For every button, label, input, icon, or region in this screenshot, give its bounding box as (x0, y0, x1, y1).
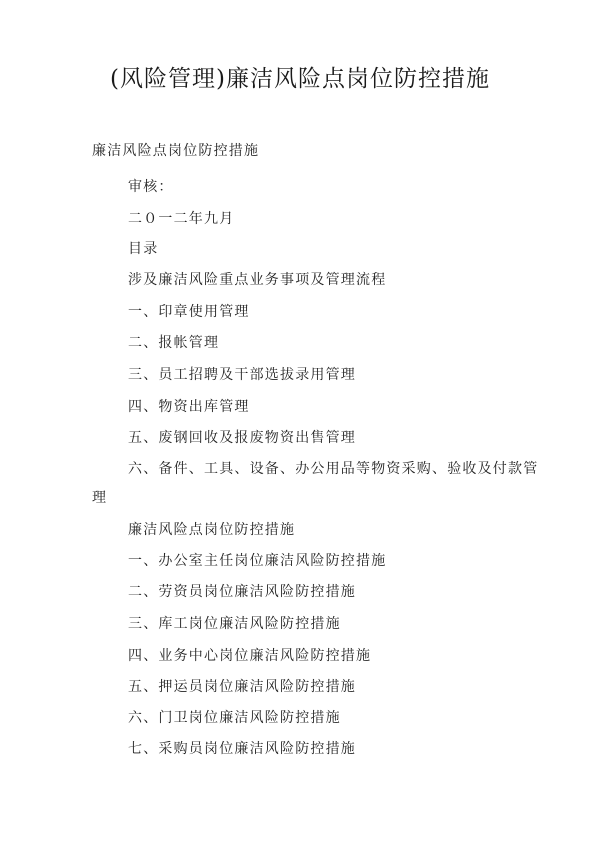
document-date: 二０一二年九月 (128, 211, 235, 227)
toc-item: 二、报帐管理 (128, 335, 220, 351)
review-label: 审核： (128, 179, 174, 195)
toc-item: 四、业务中心岗位廉洁风险防控措施 (128, 648, 372, 664)
toc-heading: 目录 (128, 241, 159, 257)
document-title: (风险管理)廉洁风险点岗位防控措施 (110, 66, 490, 92)
toc-item: 五、押运员岗位廉洁风险防控措施 (128, 679, 356, 695)
toc-item: 五、废钢回收及报废物资出售管理 (128, 430, 356, 446)
toc-item: 四、物资出库管理 (128, 399, 250, 415)
toc-item: 二、劳资员岗位廉洁风险防控措施 (128, 584, 356, 600)
toc-item: 三、库工岗位廉洁风险防控措施 (128, 616, 341, 632)
document-subtitle: 廉洁风险点岗位防控措施 (92, 143, 260, 159)
toc-item: 一、印章使用管理 (128, 304, 250, 320)
section2-heading: 廉洁风险点岗位防控措施 (128, 522, 296, 538)
toc-item: 六、备件、工具、设备、办公用品等物资采购、验收及付款管 (128, 461, 539, 477)
toc-item: 一、办公室主任岗位廉洁风险防控措施 (128, 553, 387, 569)
toc-item: 七、采购员岗位廉洁风险防控措施 (128, 741, 356, 757)
toc-item-continuation: 理 (92, 490, 108, 506)
toc-item: 六、门卫岗位廉洁风险防控措施 (128, 710, 341, 726)
toc-item: 三、员工招聘及干部选拔录用管理 (128, 367, 356, 383)
section1-heading: 涉及廉洁风险重点业务事项及管理流程 (128, 272, 387, 288)
